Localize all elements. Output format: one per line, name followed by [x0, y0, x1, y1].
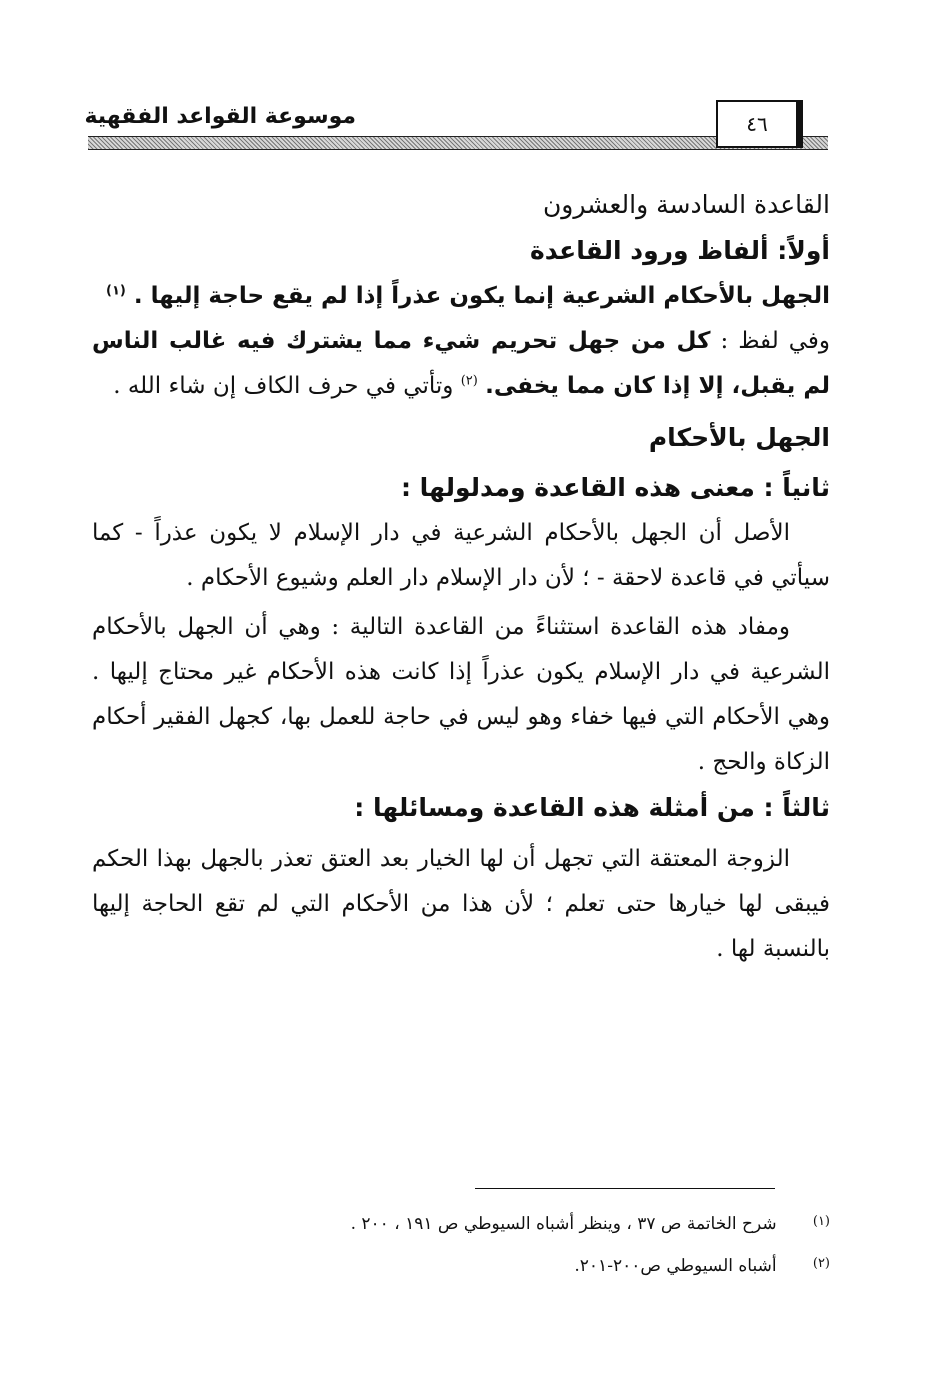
footnote-1-number: (١) [812, 1214, 830, 1229]
footnote-2 [574, 1256, 830, 1276]
section3-paragraph-1: الزوجة المعتقة التي تجهل أن لها الخيار بعد العتق تعذر بالجهل بهذا الحكم فيبقى لها خيارها حتى تعلم ؛ لأن هذا من الأحكام التي لم تقع الحاجة إليها بالنسبة لها . [92, 846, 830, 962]
footnote-1 [351, 1214, 830, 1234]
footnote-rule [475, 1188, 775, 1189]
section3-heading: ثالثاً : من أمثلة هذه القاعدة ومسائلها : [354, 793, 830, 822]
rule-title: القاعدة السادسة والعشرون [542, 190, 830, 219]
short-name: الجهل بالأحكام [648, 423, 830, 452]
variant-tail: وتأتي في حرف الكاف إن شاء الله . [113, 373, 461, 399]
rule-text [92, 274, 830, 319]
header-title: موسوعة القواعد الفقهية [84, 104, 356, 129]
section2-paragraph-2: ومفاد هذه القاعدة استثناءً من القاعدة التالية : وهي أن الجهل بالأحكام الشرعية في دار الإسلام يكون عذراً إذا كانت هذه الأحكام غير محتاج إليها . وهي الأحكام التي فيها خفاء وهو ليس في حاجة للعمل بها، كجهل الفقير أحكام الزكاة والحج . [92, 614, 830, 775]
section2-paragraph-1: الأصل أن الجهل بالأحكام الشرعية في دار الإسلام لا يكون عذراً - كما سيأتي في قاعدة لاحقة - ؛ لأن دار الإسلام دار العلم وشيوع الأحكام . [92, 520, 830, 591]
section1-heading: أولاً: ألفاظ ورود القاعدة [529, 236, 830, 265]
variant-ref: (٢) [460, 373, 478, 389]
variant-intro: وفي لفظ : [710, 328, 830, 354]
rule-text-body: الجهل بالأحكام الشرعية إنما يكون عذراً إذا لم يقع حاجة إليها . [133, 283, 830, 309]
page-body [92, 182, 830, 972]
footnote-1-text: شرح الخاتمة ص ٣٧ ، وينظر أشباه السيوطي ص ١٩١ ، ٢٠٠ . [350, 1214, 777, 1234]
variant-text: كل من جهل تحريم شيء مما يشترك فيه غالب الناس لم يقبل، إلا إذا كان مما يخفى. [92, 328, 830, 399]
page-number: ٤٦ [716, 100, 803, 148]
variant-paragraph [92, 319, 830, 409]
footnote-2-text: أشباه السيوطي ص٢٠٠-٢٠١. [574, 1256, 777, 1276]
footnote-2-number: (٢) [812, 1256, 830, 1271]
section2-heading: ثانياً : معنى هذه القاعدة ومدلولها : [400, 473, 830, 502]
rule-text-ref: (١) [106, 283, 126, 299]
page-header [84, 96, 828, 148]
